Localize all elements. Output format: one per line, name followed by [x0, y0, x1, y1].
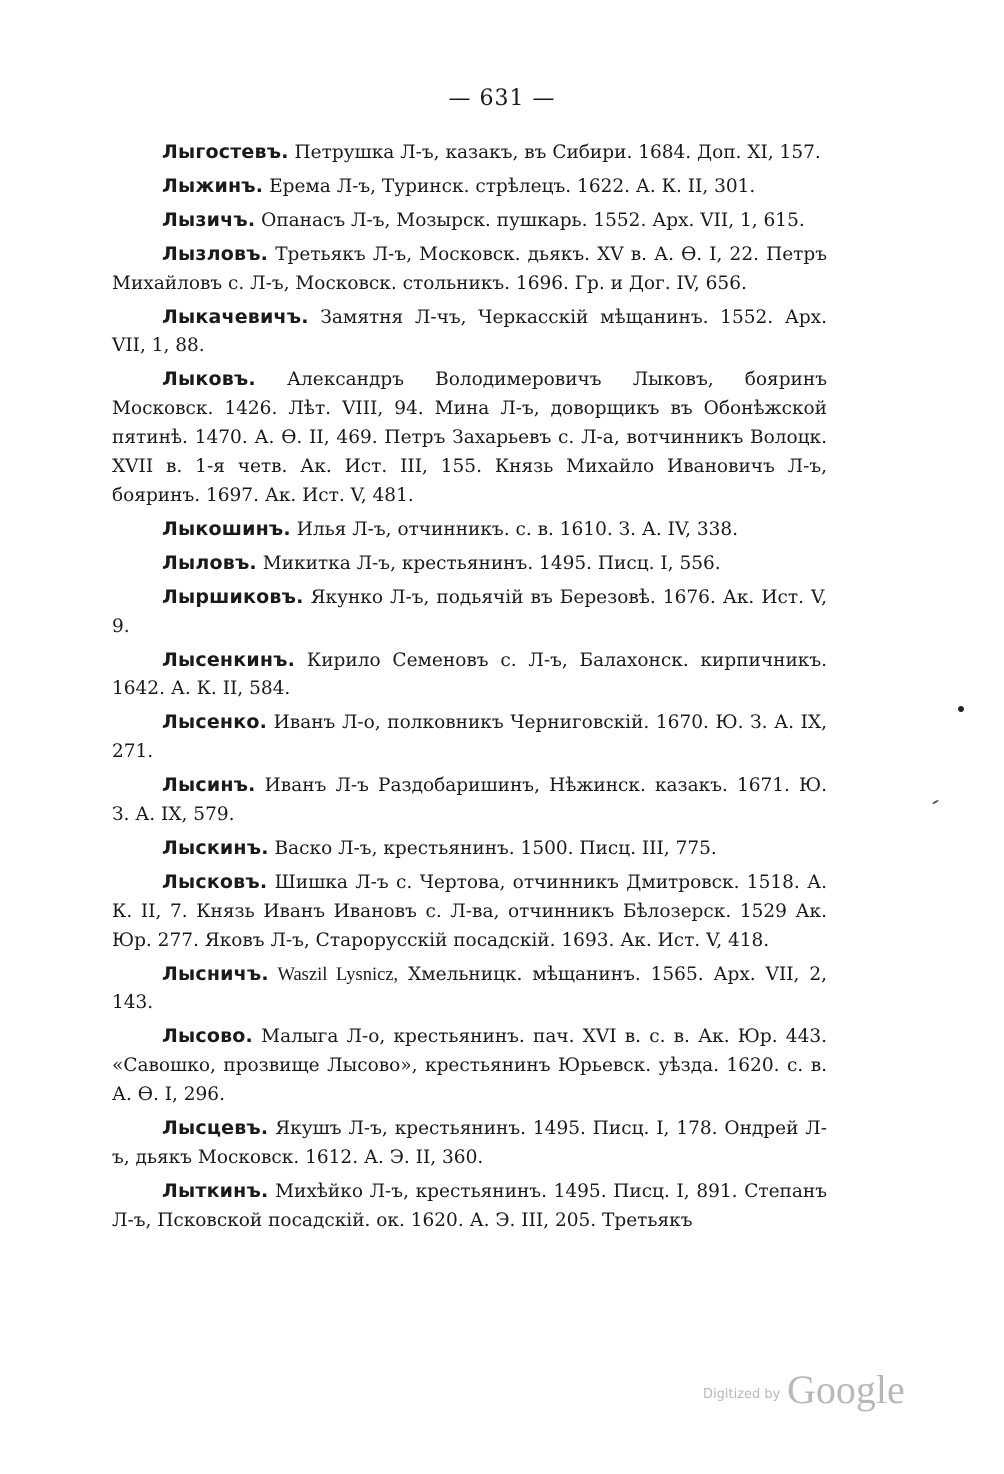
- entry-headword: Лысцевъ.: [162, 1117, 269, 1140]
- entry-text: Хмельницк. мѣщанинъ. 1565. Арх. VII, 2, 143.: [112, 963, 827, 1014]
- entry-text: Шишка Л-ъ с. Чертова, отчинникъ Дмитровск. 1518. А. К. II, 7. Князь Иванъ Ивановъ с. Л-ва, отчинникъ Бѣлозерск. 1529 Ак. Юр. 277. Яковъ Л-ъ, Старорусскій посадскій. 1693. Ак. Ист. V, 418.: [112, 871, 827, 951]
- entry-text: Опанасъ Л-ъ, Мозырск. пушкарь. 1552. Арх. VII, 1, 615.: [255, 209, 805, 231]
- entry-headword: Лызловъ.: [162, 242, 269, 265]
- entry-headword: Лысенкинъ.: [162, 648, 296, 671]
- entry-lysenko: [112, 708, 827, 767]
- entry-lysovo: [112, 1022, 827, 1110]
- entry-lysin: [112, 771, 827, 830]
- entry-headword: Лысничъ.: [162, 962, 269, 985]
- google-logo: Google: [787, 1367, 905, 1412]
- entry-headword: Лыкошинъ.: [162, 517, 291, 540]
- entry-lykov: [112, 365, 827, 511]
- scan-speck: [958, 706, 964, 712]
- entry-text: Кирило Семеновъ с. Л-ъ, Балахонск. кирпичникъ. 1642. А. К. II, 584.: [112, 649, 827, 700]
- entry-lyzhin: [112, 172, 827, 202]
- digitized-watermark: [703, 1366, 913, 1416]
- entry-lyskin: [112, 834, 827, 864]
- entry-text: Петрушка Л-ъ, казакъ, въ Сибири. 1684. Доп. XI, 157.: [288, 142, 821, 163]
- entry-headword: Лыршиковъ.: [162, 585, 304, 608]
- entry-lytkin: [112, 1177, 827, 1236]
- entry-lyrshikov: [112, 583, 827, 642]
- entry-headword: Лыгостевъ.: [162, 141, 289, 163]
- entry-headword: Лызичъ.: [162, 208, 256, 231]
- entry-lygostev: [112, 138, 827, 168]
- entry-text: Якушъ Л-ъ, крестьянинъ. 1495. Писц. I, 178. Ондрей Л-ъ, дьякъ Московск. 1612. А. Э. II, 360.: [112, 1118, 827, 1168]
- dictionary-entries: [112, 138, 827, 1240]
- entry-text: Ерема Л-ъ, Туринск. стрѣлецъ. 1622. А. К. II, 301.: [263, 175, 756, 197]
- entry-lysenkin: [112, 646, 827, 705]
- entry-headword: Лысово.: [162, 1025, 253, 1048]
- entry-headword: Лысенко.: [162, 711, 268, 734]
- watermark-prefix: Digitized by: [703, 1387, 781, 1402]
- entry-latin-name: Waszil Lysnicz,: [268, 964, 399, 985]
- entry-text: Иванъ Л-ъ Раздобаришинъ, Нѣжинск. казакъ. 1671. Ю. З. А. IX, 579.: [112, 775, 827, 826]
- page-number: — 631 —: [448, 86, 556, 111]
- entry-text: Микитка Л-ъ, крестьянинъ. 1495. Писц. I, 556.: [256, 552, 721, 574]
- entry-text: Иванъ Л-о, полковникъ Черниговскій. 1670. Ю. З. А. IX, 271.: [112, 712, 827, 763]
- entry-lyscev: [112, 1114, 827, 1173]
- entry-headword: Лыжинъ.: [162, 174, 264, 197]
- entry-headword: Лысинъ.: [162, 774, 256, 797]
- entry-lylov: [112, 549, 827, 579]
- entry-headword: Лыловъ.: [162, 551, 257, 574]
- entry-text: Замятня Л-чъ, Черкасскій мѣщанинъ. 1552. Арх. VII, 1, 88.: [112, 306, 827, 357]
- entry-lyzlov: [112, 240, 827, 299]
- entry-lykoshin: [112, 515, 827, 545]
- entry-text: Михѣйко Л-ъ, крестьянинъ. 1495. Писц. I, 891. Степанъ Л-ъ, Псковской посадскій. ок. 1620. А. Э. III, 205. Третьякъ: [112, 1180, 827, 1231]
- entry-headword: Лыковъ.: [162, 368, 256, 391]
- scan-speck: [932, 799, 939, 804]
- entry-headword: Лыкачевичъ.: [162, 305, 309, 328]
- entry-text: Малыга Л-о, крестьянинъ. пач. XVI в. с. в. Ак. Юр. 443. «Савошко, прозвище Лысово», крестьянинъ Юрьевск. уѣзда. 1620. с. в. А. Ѳ. I, 296.: [112, 1026, 827, 1106]
- entry-lyzich: [112, 206, 827, 236]
- entry-lyskov: [112, 868, 827, 956]
- entry-headword: Лысковъ.: [162, 870, 268, 893]
- entry-text: Третьякъ Л-ъ, Московск. дьякъ. XV в. А. Ѳ. I, 22. Петръ Михайловъ с. Л-ъ, Московск. стольникъ. 1696. Гр. и Дог. IV, 656.: [112, 243, 827, 294]
- entry-text: Александръ Володимеровичъ Лыковъ, бояринъ Московск. 1426. Лѣт. VIII, 94. Мина Л-ъ, доворщикъ въ Обонѣжской пятинѣ. 1470. А. Ѳ. II, 469. Петръ Захарьевъ с. Л-а, вотчинникъ Волоцк. XVII в. 1-я четв. Ак. Ист. III, 155. Князь Михайло Ивановичъ Л-ъ, бояринъ. 1697. Ак. Ист. V, 481.: [112, 369, 827, 506]
- entry-headword: Лыткинъ.: [162, 1179, 269, 1202]
- entry-text: Якунко Л-ъ, подьячій въ Березовѣ. 1676. Ак. Ист. V, 9.: [112, 586, 827, 637]
- entry-lykachevich: [112, 303, 827, 362]
- entry-text: Илья Л-ъ, отчинникъ. с. в. 1610. З. А. IV, 338.: [290, 518, 739, 540]
- entry-headword: Лыскинъ.: [162, 836, 269, 859]
- entry-text: Васко Л-ъ, крестьянинъ. 1500. Писц. III, 775.: [268, 837, 717, 859]
- entry-lysnich: [112, 960, 827, 1019]
